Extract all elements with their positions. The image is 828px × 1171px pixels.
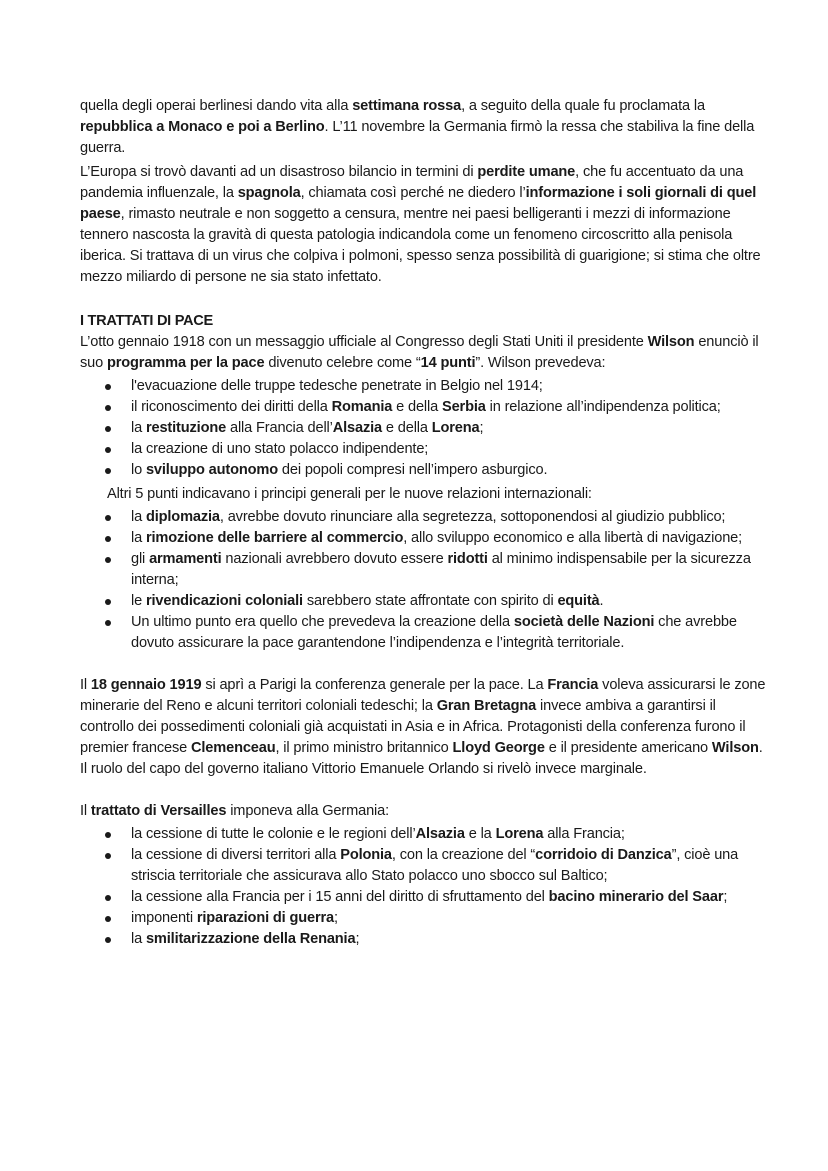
list-item bbox=[80, 824, 770, 845]
bullet-icon bbox=[105, 853, 111, 859]
text-run: si aprì a Parigi la conferenza generale per la pace. La bbox=[201, 677, 548, 693]
versailles-terms-list bbox=[80, 824, 770, 950]
text-run: , chiamata così perché ne diedero l’ bbox=[300, 185, 526, 201]
bold-text: diplomazia bbox=[145, 509, 220, 525]
text-run: dei popoli compresi nell’impero asburgico. bbox=[278, 462, 548, 478]
bold-text: smilitarizzazione della Renania bbox=[145, 931, 356, 947]
text-run: ; bbox=[479, 420, 484, 436]
list-item-text bbox=[131, 549, 770, 591]
text-run: quella degli operai berlinesi dando vita alla bbox=[80, 98, 353, 114]
bold-text: ridotti bbox=[447, 551, 488, 567]
list-item-text bbox=[131, 908, 770, 929]
list-item-text bbox=[131, 507, 770, 528]
bullet-icon bbox=[105, 384, 111, 390]
bold-text: trattato di Versailles bbox=[90, 803, 227, 819]
text-run: voleva assicurarsi le zone minerarie del Reno e alcuni territori coloniali tedeschi; la bbox=[80, 677, 766, 714]
list-item bbox=[80, 612, 770, 654]
text-run: sarebbero state affrontate con spirito di bbox=[302, 593, 558, 609]
bold-text: Wilson bbox=[711, 740, 759, 756]
text-run: in relazione all’indipendenza politica; bbox=[485, 399, 721, 415]
text-run: , rimasto neutrale e non soggetto a censura, mentre nei paesi belligeranti i mezzi di informazione tennero nascosta la gravità di questa patologia indicandola come un fenomeno circoscritto alla penisola iberica. Si trattava di un virus che colpiva i polmoni, spesso senza possibilità di guarigione; si stima che oltre mezzo miliardo di persone ne sia stato infettato. bbox=[80, 206, 761, 285]
bullet-icon bbox=[105, 895, 111, 901]
bold-text: informazione i soli giornali di quel paese bbox=[80, 185, 757, 222]
text-run: ; bbox=[355, 931, 360, 947]
text-run: ; bbox=[334, 910, 338, 926]
bold-text: Polonia bbox=[340, 847, 392, 863]
text-run: Il bbox=[80, 677, 91, 693]
list-item bbox=[80, 397, 770, 418]
bold-text: 14 punti bbox=[420, 355, 476, 371]
list-item bbox=[80, 507, 770, 528]
list-item bbox=[80, 908, 770, 929]
section-heading: I TRATTATI DI PACE bbox=[80, 313, 213, 329]
list-item bbox=[80, 845, 770, 887]
text-run: e il presidente americano bbox=[544, 740, 712, 756]
text-run: la bbox=[131, 530, 146, 546]
list-item bbox=[80, 439, 770, 460]
document-body bbox=[80, 96, 770, 950]
bold-text: perdite umane bbox=[477, 164, 576, 180]
bold-text: corridoio di Danzica bbox=[535, 847, 672, 863]
list-item-text bbox=[131, 460, 770, 481]
text-run: . bbox=[599, 593, 604, 609]
text-run: . L’11 novembre la Germania firmò la ressa che stabiliva la fine della guerra. bbox=[80, 119, 755, 156]
list-item bbox=[80, 549, 770, 591]
bullet-icon bbox=[105, 447, 111, 453]
bullet-icon bbox=[105, 937, 111, 943]
bold-text: Gran Bretagna bbox=[436, 698, 537, 714]
bullet-icon bbox=[105, 405, 111, 411]
text-run: ”. Wilson prevedeva: bbox=[475, 355, 606, 371]
text-run: . Il ruolo del capo del governo italiano Vittorio Emanuele Orlando si rivelò invece marginale. bbox=[80, 740, 763, 777]
bold-text: repubblica a Monaco e poi a Berlino bbox=[80, 119, 325, 135]
text-run: divenuto celebre come “ bbox=[264, 355, 421, 371]
list-item bbox=[80, 887, 770, 908]
bold-text: programma per la pace bbox=[106, 355, 265, 371]
intro-paragraph-1 bbox=[80, 96, 770, 159]
bullet-icon bbox=[105, 515, 111, 521]
text-run: e della bbox=[381, 420, 432, 436]
bold-text: Francia bbox=[547, 677, 599, 693]
versailles-intro bbox=[80, 801, 770, 822]
list-item-text bbox=[131, 887, 770, 908]
text-run: ; bbox=[723, 889, 728, 905]
bold-text: settimana rossa bbox=[352, 98, 462, 114]
list-item bbox=[80, 528, 770, 549]
text-run: la cessione alla Francia per i 15 anni del diritto di sfruttamento del bbox=[131, 889, 549, 905]
bold-text: Wilson bbox=[647, 334, 695, 350]
text-run: la bbox=[131, 931, 146, 947]
bold-text: sviluppo autonomo bbox=[145, 462, 278, 478]
text-run: alla Francia; bbox=[543, 826, 625, 842]
list-item bbox=[80, 418, 770, 439]
bold-text: rivendicazioni coloniali bbox=[145, 593, 303, 609]
text-run: la cessione di tutte le colonie e le regioni dell’ bbox=[131, 826, 416, 842]
text-run: la creazione di uno stato polacco indipendente; bbox=[131, 441, 429, 457]
text-run: L’Europa si trovò davanti ad un disastroso bilancio in termini di bbox=[80, 164, 478, 180]
text-run: il riconoscimento dei diritti della bbox=[131, 399, 332, 415]
text-run: enunciò il suo bbox=[80, 334, 759, 371]
text-run: , allo sviluppo economico e alla libertà di navigazione; bbox=[403, 530, 743, 546]
bold-text: Romania bbox=[331, 399, 393, 415]
text-run: , che fu accentuato da una pandemia influenzale, la bbox=[80, 164, 744, 201]
fourteen-points-paragraph bbox=[80, 332, 770, 374]
bold-text: Clemenceau bbox=[191, 740, 276, 756]
text-run: imponenti bbox=[131, 910, 197, 926]
list-item-text bbox=[131, 418, 770, 439]
intro-paragraph-2 bbox=[80, 162, 770, 288]
text-run: imponeva alla Germania: bbox=[226, 803, 390, 819]
fourteen-points-list bbox=[80, 376, 770, 481]
bullet-icon bbox=[105, 536, 111, 542]
text-run: , a seguito della quale fu proclamata la bbox=[461, 98, 705, 114]
list-item bbox=[80, 376, 770, 397]
bold-text: società delle Nazioni bbox=[513, 614, 655, 630]
text-run: Un ultimo punto era quello che prevedeva la creazione della bbox=[131, 614, 514, 630]
text-run: e la bbox=[464, 826, 496, 842]
bold-text: spagnola bbox=[237, 185, 301, 201]
list-item-text bbox=[131, 397, 770, 418]
list-item-text bbox=[131, 929, 770, 950]
text-run: che avrebbe dovuto assicurare la pace garantendone l’indipendenza e l’integrità territoriale. bbox=[131, 614, 737, 651]
bold-text: equità bbox=[557, 593, 600, 609]
list-item bbox=[80, 591, 770, 612]
text-run: l'evacuazione delle truppe tedesche penetrate in Belgio nel 1914; bbox=[131, 378, 543, 394]
text-run: la bbox=[131, 509, 146, 525]
list-item-text bbox=[131, 612, 770, 654]
bullet-icon bbox=[105, 916, 111, 922]
bullet-icon bbox=[105, 832, 111, 838]
text-run: lo bbox=[131, 462, 146, 478]
bullet-icon bbox=[105, 468, 111, 474]
list-item-text bbox=[131, 845, 770, 887]
text-run: , il primo ministro britannico bbox=[275, 740, 453, 756]
text-run: invece ambiva a garantirsi il controllo dei possedimenti coloniali già acquistati in Asia e in Africa. Protagonisti della conferenza furono il premier francese bbox=[80, 698, 746, 756]
bold-text: bacino minerario del Saar bbox=[548, 889, 724, 905]
list-item-text bbox=[131, 528, 770, 549]
text-run: L’otto gennaio 1918 con un messaggio ufficiale al Congresso degli Stati Uniti il presidente bbox=[80, 334, 648, 350]
text-run: la bbox=[131, 420, 146, 436]
bold-text: armamenti bbox=[149, 551, 222, 567]
text-run: , avrebbe dovuto rinunciare alla segretezza, sottoponendosi al giudizio pubblico; bbox=[219, 509, 726, 525]
text-run: la cessione di diversi territori alla bbox=[131, 847, 341, 863]
five-points-intro: Altri 5 punti indicavano i principi generali per le nuove relazioni internazionali: bbox=[107, 486, 592, 502]
text-run: Il bbox=[80, 803, 91, 819]
list-item bbox=[80, 929, 770, 950]
bullet-icon bbox=[105, 599, 111, 605]
bullet-icon bbox=[105, 620, 111, 626]
bold-text: Alsazia bbox=[332, 420, 382, 436]
bold-text: rimozione delle barriere al commercio bbox=[145, 530, 404, 546]
text-run: le bbox=[131, 593, 146, 609]
text-run: ”, cioè una striscia territoriale che assicurava allo Stato polacco uno sbocco sul Baltico; bbox=[131, 847, 739, 884]
bullet-icon bbox=[105, 426, 111, 432]
list-item bbox=[80, 460, 770, 481]
list-item-text bbox=[131, 376, 770, 397]
paris-conference-paragraph bbox=[80, 675, 770, 780]
bold-text: Lorena bbox=[495, 826, 544, 842]
bullet-icon bbox=[105, 557, 111, 563]
text-run: nazionali avrebbero dovuto essere bbox=[221, 551, 448, 567]
bold-text: riparazioni di guerra bbox=[196, 910, 334, 926]
text-run: e della bbox=[392, 399, 442, 415]
bold-text: Alsazia bbox=[415, 826, 465, 842]
bold-text: 18 gennaio 1919 bbox=[90, 677, 202, 693]
bold-text: Lloyd George bbox=[452, 740, 545, 756]
text-run: , con la creazione del “ bbox=[391, 847, 536, 863]
list-item-text bbox=[131, 591, 770, 612]
bold-text: Serbia bbox=[441, 399, 486, 415]
text-run: al minimo indispensabile per la sicurezza interna; bbox=[131, 551, 751, 588]
text-run: gli bbox=[131, 551, 150, 567]
list-item-text bbox=[131, 439, 770, 460]
list-item-text bbox=[131, 824, 770, 845]
bold-text: Lorena bbox=[431, 420, 480, 436]
international-principles-list bbox=[80, 507, 770, 654]
bold-text: restituzione bbox=[145, 420, 227, 436]
text-run: alla Francia dell’ bbox=[226, 420, 333, 436]
